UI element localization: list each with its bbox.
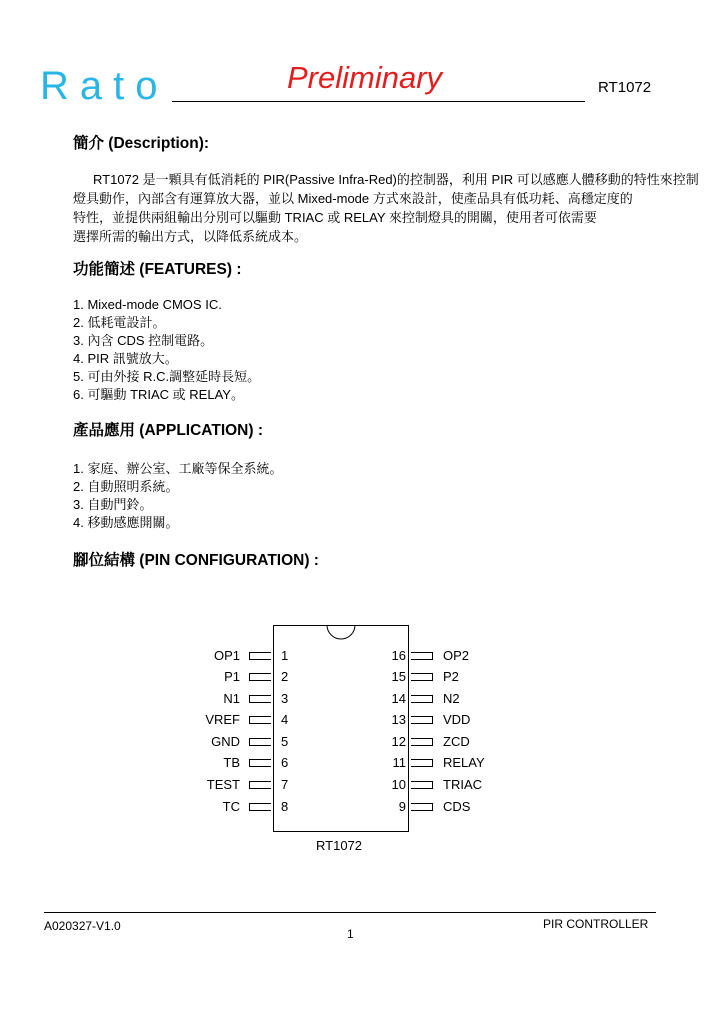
footer-page-number: 1 bbox=[347, 927, 354, 941]
pin-name: TB bbox=[223, 755, 240, 770]
description-line: RT1072 是一顆具有低消耗的 PIR(Passive Infra-Red)的控制器，利用 PIR 可以感應人體移動的特性來控制 bbox=[93, 172, 699, 187]
application-item: 1. 家庭、辦公室、工廠等保全系統。 bbox=[73, 461, 283, 476]
pin-name: OP1 bbox=[213, 648, 240, 663]
pin-number: 8 bbox=[281, 799, 289, 814]
chip-body bbox=[273, 625, 409, 832]
pin-number: 15 bbox=[391, 669, 406, 684]
pin-name: VDD bbox=[443, 712, 471, 727]
pin-name: P2 bbox=[443, 669, 459, 684]
pin-name: VREF bbox=[205, 712, 240, 727]
pin-number: 11 bbox=[392, 755, 406, 770]
application-item: 3. 自動門鈴。 bbox=[73, 497, 153, 512]
pin-stub bbox=[411, 781, 433, 789]
pin-number: 7 bbox=[281, 777, 289, 792]
pin-number: 16 bbox=[391, 648, 406, 663]
preliminary-label: Preliminary bbox=[287, 60, 443, 95]
feature-item: 4. PIR 訊號放大。 bbox=[73, 351, 178, 366]
pin-stub bbox=[411, 738, 433, 746]
pin-name: TC bbox=[222, 799, 240, 814]
company-logo: Rato bbox=[40, 64, 169, 108]
pin-stub bbox=[249, 781, 271, 789]
feature-item: 5. 可由外接 R.C.調整延時長短。 bbox=[73, 369, 261, 384]
pin-stub bbox=[249, 803, 271, 811]
pin-config-heading: 腳位結構 (PIN CONFIGURATION) : bbox=[73, 552, 319, 569]
pin-name: N2 bbox=[443, 691, 460, 706]
pin-number: 4 bbox=[281, 712, 289, 727]
pin-name: P1 bbox=[224, 669, 240, 684]
pin-stub bbox=[249, 695, 271, 703]
pin-name: N1 bbox=[223, 691, 240, 706]
feature-item: 3. 內含 CDS 控制電路。 bbox=[73, 333, 214, 348]
description-heading: 簡介 (Description): bbox=[73, 135, 210, 152]
feature-item: 1. Mixed-mode CMOS IC. bbox=[73, 297, 222, 312]
pin-stub bbox=[249, 673, 271, 681]
pin-name: ZCD bbox=[443, 734, 470, 749]
pin-number: 1 bbox=[281, 648, 289, 663]
pin-name: GND bbox=[211, 734, 240, 749]
pin-number: 10 bbox=[391, 777, 406, 792]
pin-number: 5 bbox=[281, 734, 289, 749]
application-item: 4. 移動感應開關。 bbox=[73, 515, 179, 530]
header-rule bbox=[172, 101, 585, 102]
pin-name: OP2 bbox=[443, 648, 470, 663]
pin-number: 3 bbox=[281, 691, 289, 706]
pin-number: 2 bbox=[281, 669, 289, 684]
pin-stub bbox=[411, 652, 433, 660]
pin-stub bbox=[249, 652, 271, 660]
pin-number: 13 bbox=[391, 712, 406, 727]
pin-name: CDS bbox=[443, 799, 471, 814]
description-line: 特性，並提供兩組輸出分別可以驅動 TRIAC 或 RELAY 來控制燈具的開關，使用者可依需要 bbox=[73, 210, 597, 225]
application-heading: 產品應用 (APPLICATION) : bbox=[73, 422, 264, 439]
application-item: 2. 自動照明系統。 bbox=[73, 479, 179, 494]
chip-notch bbox=[326, 625, 356, 640]
description-line: 燈具動作，內部含有運算放大器，並以 Mixed-mode 方式來設計，使產品具有低功耗、高穩定度的 bbox=[73, 191, 633, 206]
pin-name: TRIAC bbox=[443, 777, 482, 792]
pin-number: 12 bbox=[391, 734, 406, 749]
pin-number: 14 bbox=[391, 691, 406, 706]
feature-item: 6. 可驅動 TRIAC 或 RELAY。 bbox=[73, 387, 244, 402]
header-model: RT1072 bbox=[598, 79, 652, 96]
description-line: 選擇所需的輸出方式，以降低系統成本。 bbox=[73, 229, 308, 244]
pin-stub bbox=[411, 716, 433, 724]
pin-stub bbox=[411, 759, 433, 767]
pin-stub bbox=[411, 695, 433, 703]
pin-stub bbox=[411, 803, 433, 811]
pin-name: TEST bbox=[206, 777, 240, 792]
features-heading: 功能簡述 (FEATURES) : bbox=[73, 261, 242, 278]
pin-stub bbox=[249, 759, 271, 767]
pin-stub bbox=[249, 716, 271, 724]
footer-rule bbox=[44, 912, 656, 913]
pin-number: 6 bbox=[281, 755, 289, 770]
pin-stub bbox=[411, 673, 433, 681]
feature-item: 2. 低耗電設計。 bbox=[73, 315, 166, 330]
footer-version: A020327-V1.0 bbox=[44, 919, 121, 933]
pin-stub bbox=[249, 738, 271, 746]
pin-name: RELAY bbox=[443, 755, 485, 770]
chip-label: RT1072 bbox=[316, 838, 363, 853]
pin-number: 9 bbox=[398, 799, 406, 814]
footer-product: PIR CONTROLLER bbox=[543, 917, 649, 931]
